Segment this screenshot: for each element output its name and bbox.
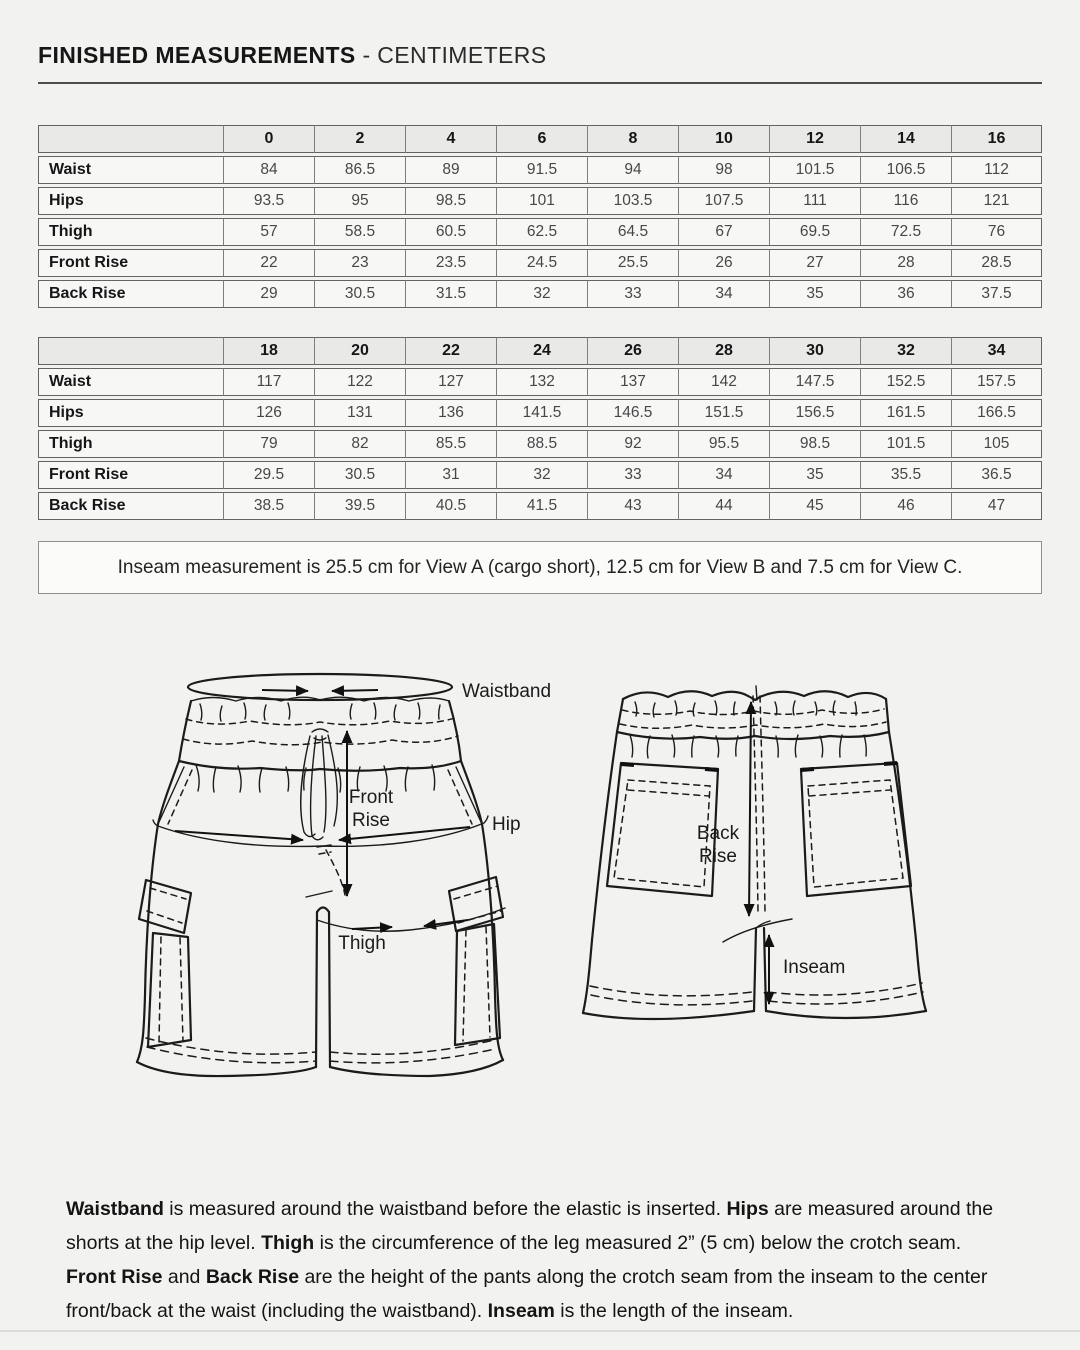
hip-arrow-left <box>175 831 303 840</box>
size-header-cell: 18 <box>223 337 314 365</box>
size-header-cell: 8 <box>587 125 678 153</box>
waist-opening <box>188 674 452 700</box>
value-cell: 98.5 <box>769 430 860 458</box>
value-cell: 72.5 <box>860 218 951 246</box>
corner-cell <box>38 125 223 153</box>
value-cell: 39.5 <box>314 492 405 520</box>
value-cell: 126 <box>223 399 314 427</box>
value-cell: 95 <box>314 187 405 215</box>
value-cell: 31.5 <box>405 280 496 308</box>
size-table-0-16 <box>38 122 1042 311</box>
front-rise-label-line2: Rise <box>351 810 391 831</box>
value-cell: 30.5 <box>314 280 405 308</box>
value-cell: 45 <box>769 492 860 520</box>
page-title-units: - CENTIMETERS <box>362 42 547 68</box>
value-cell: 101 <box>496 187 587 215</box>
value-cell: 95.5 <box>678 430 769 458</box>
value-cell: 32 <box>496 461 587 489</box>
value-cell: 31 <box>405 461 496 489</box>
value-cell: 28 <box>860 249 951 277</box>
value-cell: 89 <box>405 156 496 184</box>
value-cell: 33 <box>587 280 678 308</box>
size-header-cell: 6 <box>496 125 587 153</box>
measurement-label-cell: Back Rise <box>38 280 223 308</box>
value-cell: 79 <box>223 430 314 458</box>
value-cell: 142 <box>678 368 769 396</box>
size-header-cell: 30 <box>769 337 860 365</box>
value-cell: 35.5 <box>860 461 951 489</box>
size-header-cell: 20 <box>314 337 405 365</box>
size-header-cell: 4 <box>405 125 496 153</box>
value-cell: 117 <box>223 368 314 396</box>
value-cell: 29.5 <box>223 461 314 489</box>
value-cell: 101.5 <box>769 156 860 184</box>
value-cell: 34 <box>678 280 769 308</box>
value-cell: 30.5 <box>314 461 405 489</box>
value-cell: 82 <box>314 430 405 458</box>
value-cell: 147.5 <box>769 368 860 396</box>
size-header-cell: 26 <box>587 337 678 365</box>
value-cell: 85.5 <box>405 430 496 458</box>
value-cell: 94 <box>587 156 678 184</box>
measurement-label-cell: Thigh <box>38 218 223 246</box>
value-cell: 57 <box>223 218 314 246</box>
value-cell: 98 <box>678 156 769 184</box>
value-cell: 166.5 <box>951 399 1042 427</box>
size-header-cell: 10 <box>678 125 769 153</box>
value-cell: 116 <box>860 187 951 215</box>
table-row <box>38 461 1042 489</box>
value-cell: 92 <box>587 430 678 458</box>
value-cell: 91.5 <box>496 156 587 184</box>
value-cell: 36 <box>860 280 951 308</box>
back-view <box>583 686 926 1019</box>
value-cell: 41.5 <box>496 492 587 520</box>
measurement-label-cell: Front Rise <box>38 461 223 489</box>
size-header-cell: 12 <box>769 125 860 153</box>
value-cell: 29 <box>223 280 314 308</box>
value-cell: 67 <box>678 218 769 246</box>
value-cell: 156.5 <box>769 399 860 427</box>
value-cell: 35 <box>769 280 860 308</box>
value-cell: 60.5 <box>405 218 496 246</box>
value-cell: 28.5 <box>951 249 1042 277</box>
table-row <box>38 156 1042 184</box>
page-title-main: FINISHED MEASUREMENTS <box>38 42 356 68</box>
value-cell: 46 <box>860 492 951 520</box>
value-cell: 24.5 <box>496 249 587 277</box>
value-cell: 122 <box>314 368 405 396</box>
value-cell: 151.5 <box>678 399 769 427</box>
value-cell: 47 <box>951 492 1042 520</box>
value-cell: 137 <box>587 368 678 396</box>
back-rise-arrow <box>749 702 751 916</box>
back-pocket-right <box>801 763 911 896</box>
table-row <box>38 368 1042 396</box>
page-title <box>38 42 547 69</box>
value-cell: 131 <box>314 399 405 427</box>
measurement-label-cell: Front Rise <box>38 249 223 277</box>
value-cell: 38.5 <box>223 492 314 520</box>
waistband-arrow-right <box>332 690 378 691</box>
front-rise-label-line1: Front <box>348 787 394 808</box>
value-cell: 36.5 <box>951 461 1042 489</box>
bottom-divider <box>0 1330 1080 1332</box>
value-cell: 22 <box>223 249 314 277</box>
inseam-note-text: Inseam measurement is 25.5 cm for View A (cargo short), 12.5 cm for View B and 7.5 cm for View C. <box>117 556 963 578</box>
measurement-label-cell: Thigh <box>38 430 223 458</box>
thigh-arrow-left <box>352 927 392 929</box>
value-cell: 27 <box>769 249 860 277</box>
value-cell: 132 <box>496 368 587 396</box>
value-cell: 93.5 <box>223 187 314 215</box>
size-header-cell: 0 <box>223 125 314 153</box>
back-rise-label-line1: Back <box>696 823 740 844</box>
size-header-cell: 16 <box>951 125 1042 153</box>
measurement-label-cell: Hips <box>38 187 223 215</box>
table-row <box>38 218 1042 246</box>
inseam-note-box <box>38 541 1042 594</box>
size-header-cell: 22 <box>405 337 496 365</box>
table-row <box>38 249 1042 277</box>
value-cell: 23.5 <box>405 249 496 277</box>
value-cell: 44 <box>678 492 769 520</box>
value-cell: 111 <box>769 187 860 215</box>
value-cell: 98.5 <box>405 187 496 215</box>
front-view <box>137 674 551 1076</box>
value-cell: 141.5 <box>496 399 587 427</box>
value-cell: 25.5 <box>587 249 678 277</box>
drawstring <box>301 729 338 840</box>
value-cell: 103.5 <box>587 187 678 215</box>
measurement-label-cell: Back Rise <box>38 492 223 520</box>
size-header-cell: 28 <box>678 337 769 365</box>
table-row <box>38 280 1042 308</box>
value-cell: 146.5 <box>587 399 678 427</box>
table-row <box>38 492 1042 520</box>
value-cell: 33 <box>587 461 678 489</box>
value-cell: 26 <box>678 249 769 277</box>
table-row <box>38 430 1042 458</box>
value-cell: 32 <box>496 280 587 308</box>
size-header-cell: 14 <box>860 125 951 153</box>
measurement-description: Waistband is measured around the waistband before the elastic is inserted. Hips are measured around the shorts at the hip level. Thigh is the circumference of the leg measured 2” (5 cm) below the crotch seam. Front Rise and Back Rise are the height of the pants along the crotch seam from the inseam to the center front/back at the waist (including the waistband). Inseam is the length of the inseam. <box>66 1197 994 1322</box>
thigh-label: Thigh <box>338 933 386 954</box>
size-table-18-34 <box>38 334 1042 523</box>
value-cell: 107.5 <box>678 187 769 215</box>
shorts-technical-drawing <box>0 640 1080 1100</box>
value-cell: 88.5 <box>496 430 587 458</box>
measurement-label-cell: Hips <box>38 399 223 427</box>
value-cell: 157.5 <box>951 368 1042 396</box>
value-cell: 112 <box>951 156 1042 184</box>
measurement-label-cell: Waist <box>38 156 223 184</box>
waistband-arrow-left <box>262 690 308 691</box>
value-cell: 58.5 <box>314 218 405 246</box>
value-cell: 152.5 <box>860 368 951 396</box>
value-cell: 106.5 <box>860 156 951 184</box>
inseam-label: Inseam <box>783 957 846 978</box>
value-cell: 127 <box>405 368 496 396</box>
value-cell: 69.5 <box>769 218 860 246</box>
value-cell: 76 <box>951 218 1042 246</box>
back-rise-label-line2: Rise <box>698 846 738 867</box>
hip-label: Hip <box>492 814 521 835</box>
value-cell: 86.5 <box>314 156 405 184</box>
value-cell: 161.5 <box>860 399 951 427</box>
corner-cell <box>38 337 223 365</box>
value-cell: 43 <box>587 492 678 520</box>
size-header-cell: 24 <box>496 337 587 365</box>
value-cell: 34 <box>678 461 769 489</box>
value-cell: 40.5 <box>405 492 496 520</box>
table-row <box>38 187 1042 215</box>
measurement-label-cell: Waist <box>38 368 223 396</box>
value-cell: 84 <box>223 156 314 184</box>
value-cell: 37.5 <box>951 280 1042 308</box>
table-row <box>38 399 1042 427</box>
value-cell: 136 <box>405 399 496 427</box>
value-cell: 23 <box>314 249 405 277</box>
size-header-cell: 2 <box>314 125 405 153</box>
title-divider <box>38 82 1042 84</box>
value-cell: 101.5 <box>860 430 951 458</box>
value-cell: 121 <box>951 187 1042 215</box>
value-cell: 35 <box>769 461 860 489</box>
value-cell: 105 <box>951 430 1042 458</box>
value-cell: 64.5 <box>587 218 678 246</box>
value-cell: 62.5 <box>496 218 587 246</box>
size-header-cell: 32 <box>860 337 951 365</box>
waistband-label: Waistband <box>462 681 552 702</box>
size-header-cell: 34 <box>951 337 1042 365</box>
